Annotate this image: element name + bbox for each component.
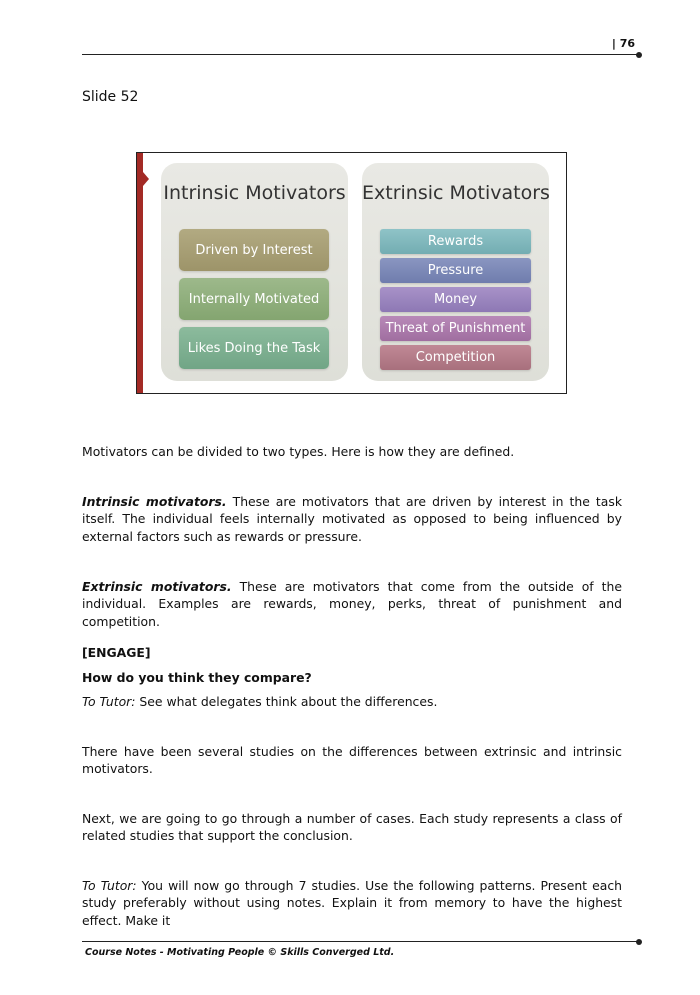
extrinsic-heading: Extrinsic Motivators xyxy=(362,182,550,204)
intrinsic-item: Driven by Interest xyxy=(179,229,329,271)
slide-image xyxy=(136,152,567,394)
slide-accent-bar xyxy=(137,153,143,393)
extrinsic-item: Pressure xyxy=(380,258,531,283)
extrinsic-item: Competition xyxy=(380,345,531,370)
extrinsic-item: Threat of Punishment xyxy=(380,316,531,341)
paragraph-intro: Motivators can be divided to two types. Here is how they are defined. xyxy=(82,444,515,459)
extrinsic-panel xyxy=(362,163,549,381)
intrinsic-heading: Intrinsic Motivators xyxy=(163,182,346,204)
intrinsic-panel xyxy=(161,163,348,381)
page-number: | 76 xyxy=(611,37,635,50)
header-rule xyxy=(82,54,638,55)
term-intrinsic: Intrinsic motivators. xyxy=(82,494,227,509)
tutor-note-2-text: You will now go through 7 studies. Use the following patterns. Present each study preferably without using notes. Explain it from memory to have the highest effect. Make it xyxy=(82,878,622,928)
term-extrinsic: Extrinsic motivators. xyxy=(82,579,232,594)
engage-question: How do you think they compare? xyxy=(82,670,312,685)
extrinsic-item: Rewards xyxy=(380,229,531,254)
paragraph-extrinsic-text: These are motivators that come from the outside of the individual. Examples are rewards, money, perks, threat of punishment and competition. xyxy=(82,579,623,629)
intrinsic-item: Internally Motivated xyxy=(179,278,329,320)
tutor-note-1 xyxy=(82,693,622,710)
tutor-label: To Tutor: xyxy=(82,878,137,893)
paragraph-intrinsic-text: These are motivators that are driven by interest in the task itself. The individual feels internally motivated as opposed to being influenced by external factors such as rewards or pressure. xyxy=(82,494,622,544)
intrinsic-item: Likes Doing the Task xyxy=(179,327,329,369)
footer-rule xyxy=(82,941,638,942)
extrinsic-item: Money xyxy=(380,287,531,312)
paragraph-intrinsic xyxy=(82,493,622,545)
engage-label: [ENGAGE] xyxy=(82,645,151,660)
footer-dot xyxy=(636,939,642,945)
header-dot xyxy=(636,52,642,58)
tutor-note-2 xyxy=(82,877,622,929)
paragraph-extrinsic xyxy=(82,578,622,630)
footer-text: Course Notes - Motivating People © Skills Converged Ltd. xyxy=(85,947,395,958)
slide-accent-arrow xyxy=(143,172,149,186)
tutor-label: To Tutor: xyxy=(82,694,136,709)
slide-label: Slide 52 xyxy=(82,89,139,105)
tutor-note-1-text: See what delegates think about the differences. xyxy=(135,694,438,709)
paragraph-studies: There have been several studies on the differences between extrinsic and intrinsic motivators. xyxy=(82,744,622,777)
paragraph-cases: Next, we are going to go through a number of cases. Each study represents a class of related studies that support the conclusion. xyxy=(82,811,622,844)
